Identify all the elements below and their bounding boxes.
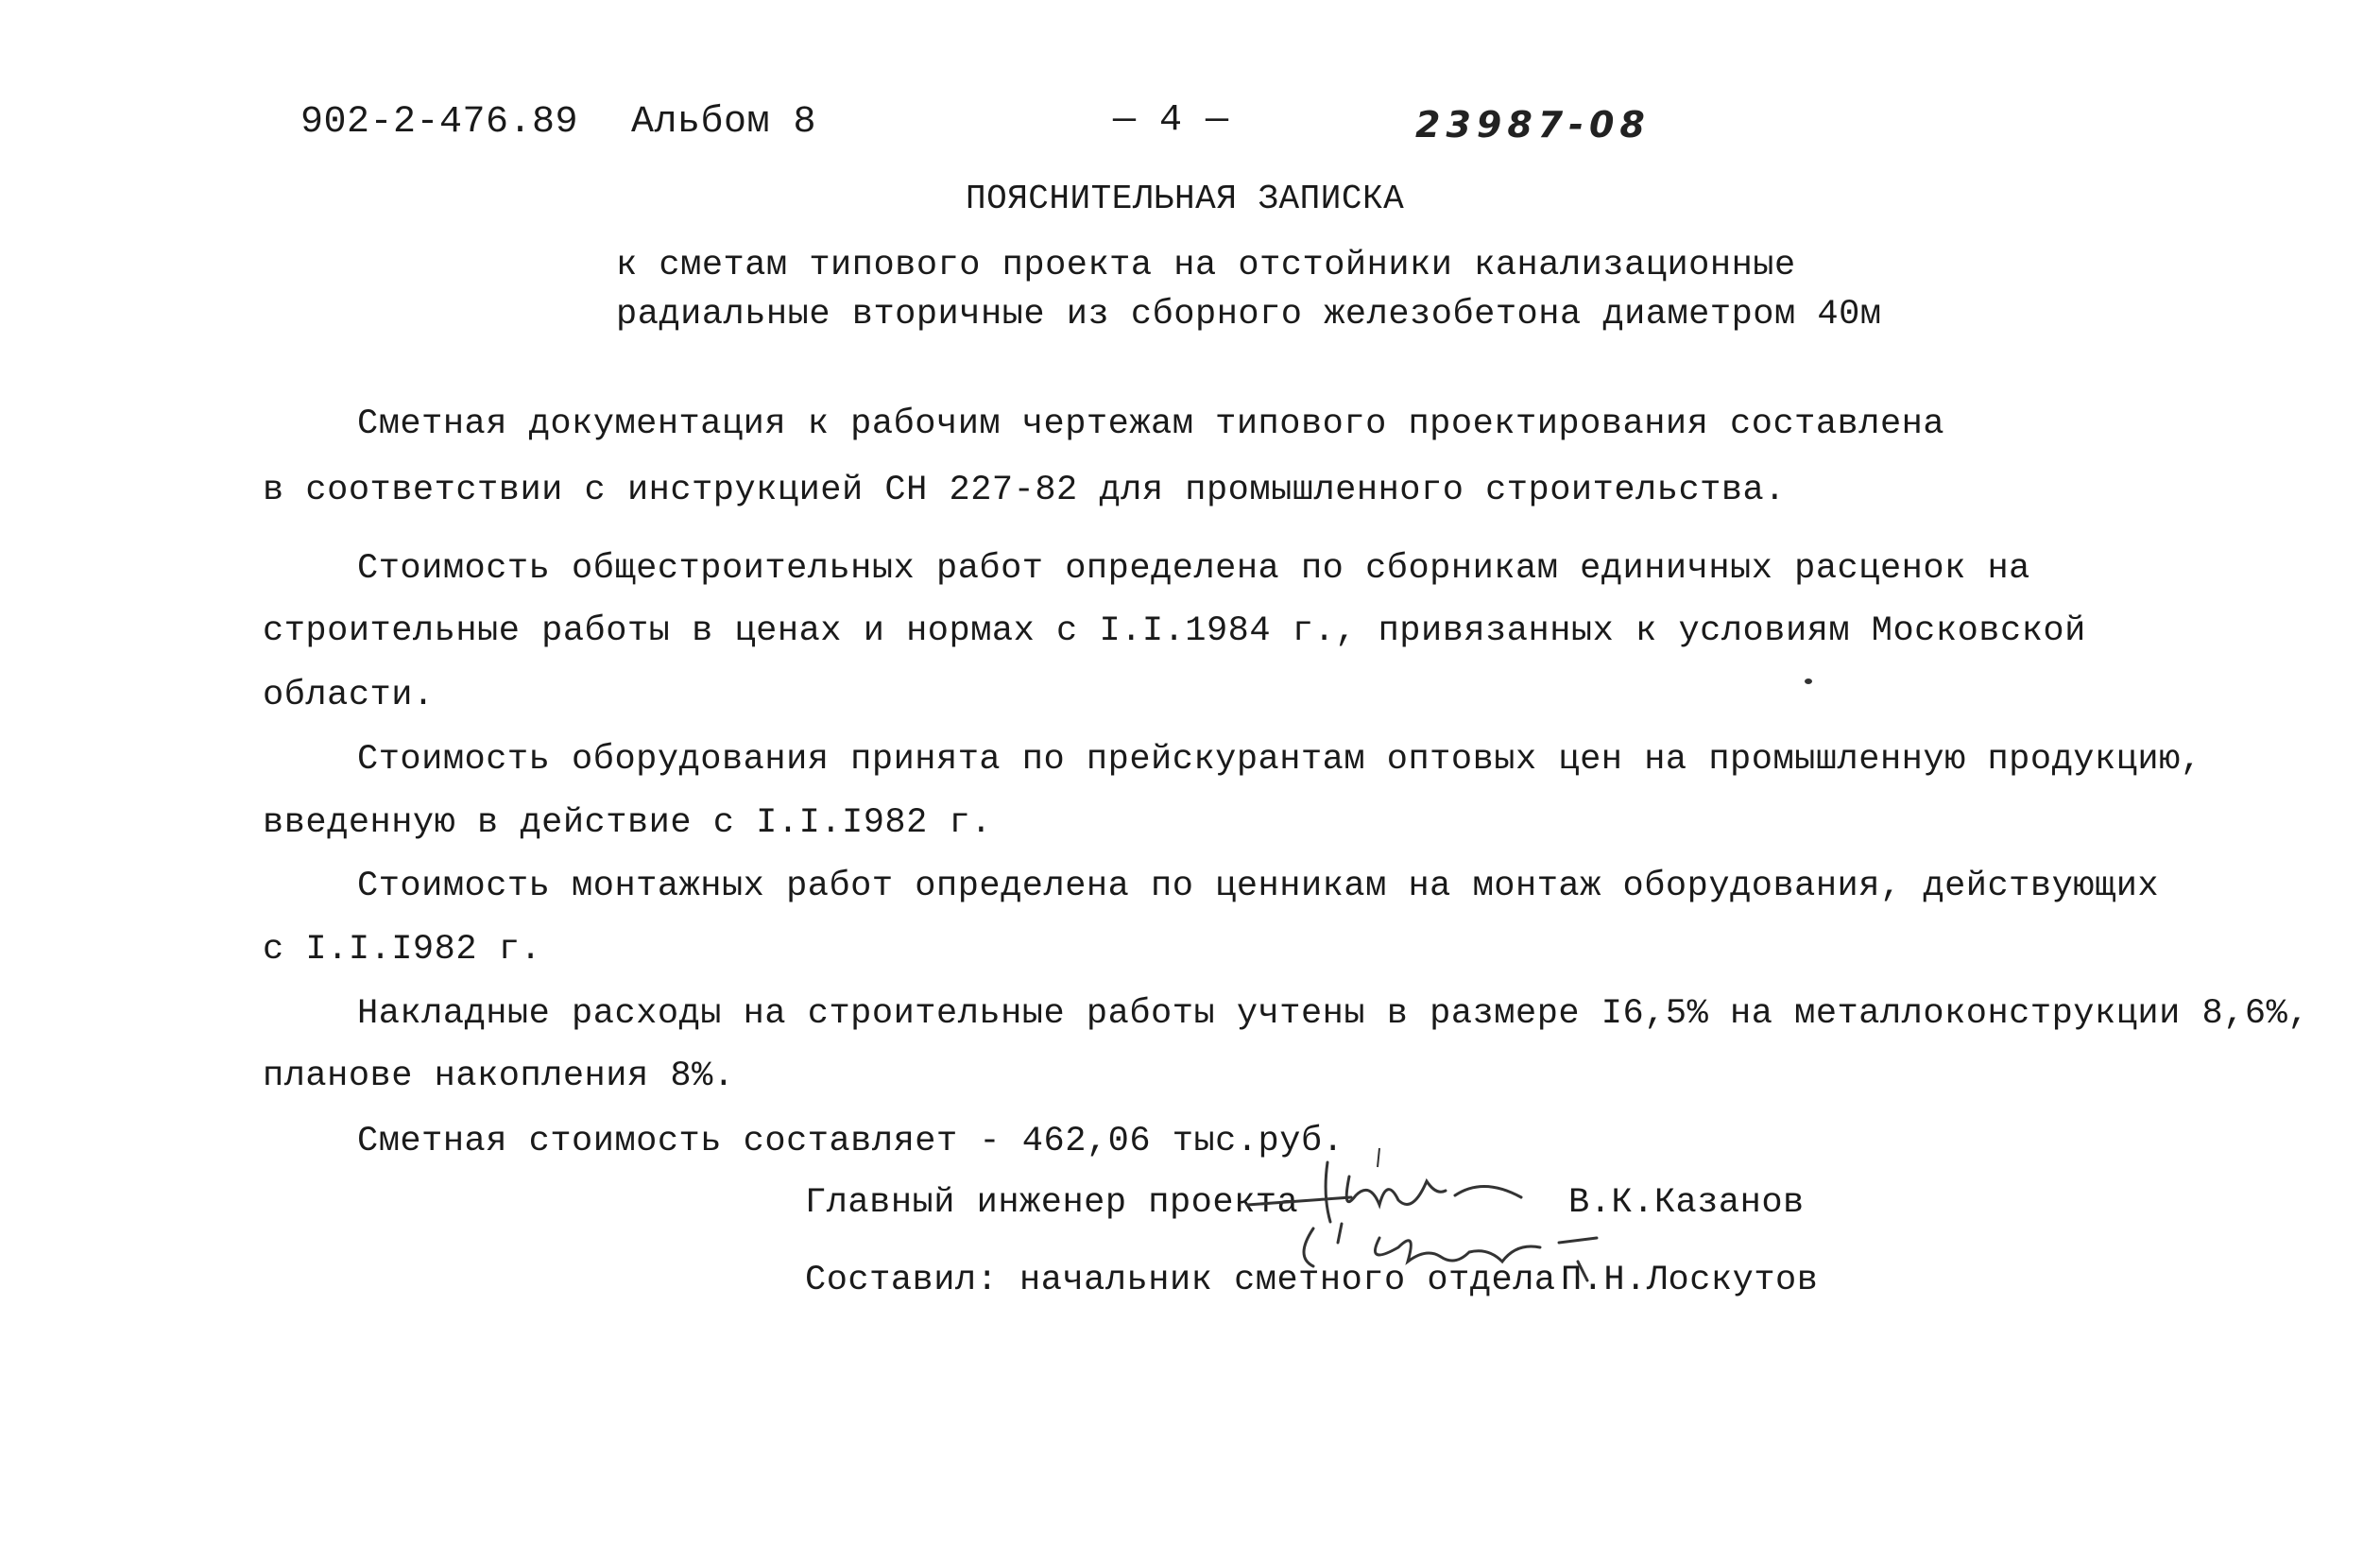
- page-number: — 4 —: [1113, 99, 1229, 142]
- paragraph-5-line-2: планове накопления 8%.: [263, 1056, 735, 1096]
- paragraph-2-line-2: строительные работы в ценах и нормах с I.I.1984 г., привязанных к условиям Московской: [263, 611, 2086, 651]
- handwritten-registration-number: 23987-08: [1415, 104, 1651, 146]
- subtitle-line-1: к сметам типового проекта на отстойники канализационные: [616, 246, 1796, 285]
- ink-speck: [1805, 678, 1812, 684]
- paragraph-1-line-2: в соответствии с инструкцией СН 227-82 для промышленного строительства.: [263, 471, 1786, 510]
- paragraph-4-line-1: Стоимость монтажных работ определена по ценникам на монтаж оборудования, действующих: [357, 867, 2160, 906]
- compiler-name: П.Н.Лоскутов: [1561, 1261, 1819, 1300]
- estimated-cost-line: Сметная стоимость составляет - 462,06 тыс.руб.: [357, 1122, 1344, 1161]
- paragraph-5-line-1: Накладные расходы на строительные работы учтены в размере I6,5% на металлоконструкции 8,6%,: [357, 994, 2310, 1034]
- compiler-signature: [1276, 1210, 1635, 1314]
- paragraph-2-line-1: Стоимость общестроительных работ определена по сборникам единичных расценок на: [357, 549, 2030, 589]
- document-title: ПОЯСНИТЕЛЬНАЯ ЗАПИСКА: [966, 180, 1405, 218]
- paragraph-3-line-2: введенную в действие с I.I.I982 г.: [263, 803, 992, 843]
- chief-engineer-name: В.К.Казанов: [1568, 1183, 1805, 1223]
- subtitle-line-2: радиальные вторичные из сборного железобетона диаметром 40м: [616, 295, 1882, 335]
- chief-engineer-label: Главный инженер проекта: [805, 1183, 1299, 1223]
- paragraph-4-line-2: с I.I.I982 г.: [263, 930, 542, 970]
- compiler-label: Составил: начальник сметного отдела: [805, 1261, 1556, 1300]
- document-code: 902-2-476.89: [300, 101, 579, 144]
- album-label: Альбом 8: [631, 101, 817, 144]
- paragraph-1-line-1: Сметная документация к рабочим чертежам типового проектирования составлена: [357, 404, 1945, 444]
- paragraph-2-line-3: области.: [263, 676, 435, 715]
- paragraph-3-line-1: Стоимость оборудования принята по прейскурантам оптовых цен на промышленную продукцию,: [357, 740, 2202, 780]
